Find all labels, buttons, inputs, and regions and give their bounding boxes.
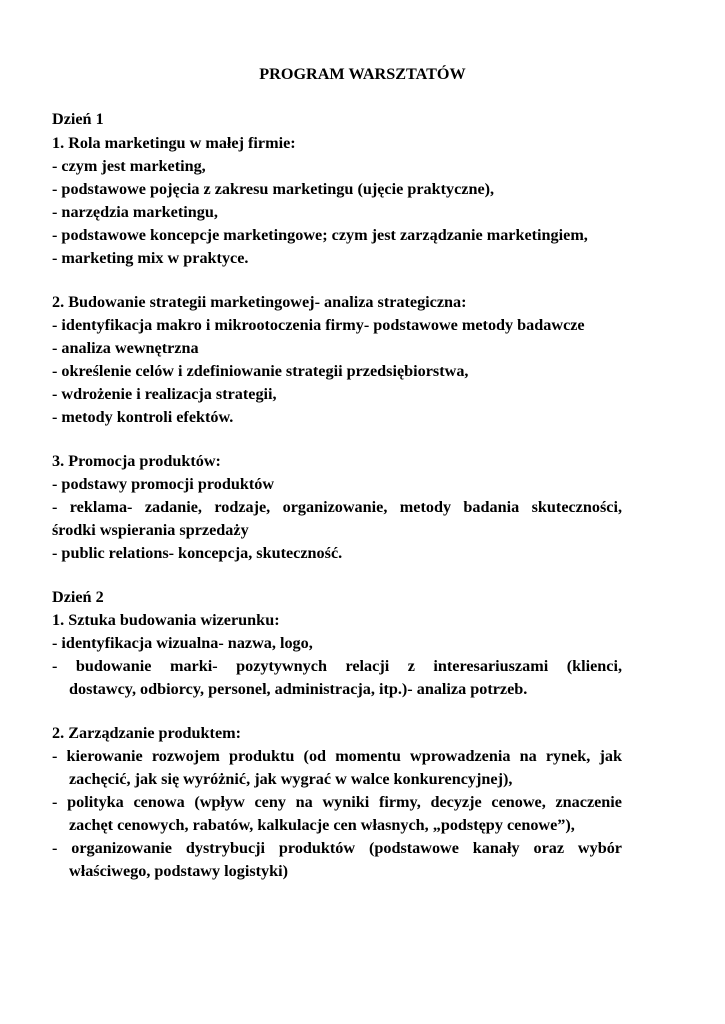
day2-heading: Dzień 2 [52,588,104,606]
list-item: - budowanie marki- pozytywnych relacji z interesariuszami (klienci, [52,657,622,675]
list-item: - polityka cenowa (wpływ ceny na wyniki firmy, decyzje cenowe, znaczenie [52,793,622,811]
section-heading: 3. Promocja produktów: [52,452,221,470]
section-heading: 2. Zarządzanie produktem: [52,724,242,742]
list-item-continuation: właściwego, podstawy logistyki) [69,862,288,880]
list-item-continuation: środki wspierania sprzedaży [52,521,249,539]
list-item: - czym jest marketing, [52,157,206,175]
list-item: - podstawowe pojęcia z zakresu marketingu (ujęcie praktyczne), [52,180,495,198]
list-item: - analiza wewnętrzna [52,339,199,357]
list-item: - metody kontroli efektów. [52,408,234,426]
list-item: - marketing mix w praktyce. [52,249,249,267]
list-item-continuation: zachęt cenowych, rabatów, kalkulacje cen własnych, „podstępy cenowe”), [69,816,575,834]
list-item-continuation: zachęcić, jak się wyróżnić, jak wygrać w walce konkurencyjnej), [69,770,513,788]
section-heading: 1. Rola marketingu w małej firmie: [52,134,296,152]
day1-heading: Dzień 1 [52,110,104,128]
list-item: - organizowanie dystrybucji produktów (podstawowe kanały oraz wybór [52,839,622,857]
list-item: - identyfikacja wizualna- nazwa, logo, [52,634,313,652]
document-title: PROGRAM WARSZTATÓW [259,65,466,83]
list-item: - kierowanie rozwojem produktu (od momentu wprowadzenia na rynek, jak [52,747,622,765]
list-item: - podstawowe koncepcje marketingowe; czym jest zarządzanie marketingiem, [52,226,588,244]
list-item: - wdrożenie i realizacja strategii, [52,385,277,403]
list-item: - reklama- zadanie, rodzaje, organizowanie, metody badania skuteczności, [52,498,622,516]
list-item-continuation: dostawcy, odbiorcy, personel, administracja, itp.)- analiza potrzeb. [69,680,528,698]
section-heading: 2. Budowanie strategii marketingowej- analiza strategiczna: [52,293,467,311]
list-item: - public relations- koncepcja, skuteczność. [52,544,343,562]
section-heading: 1. Sztuka budowania wizerunku: [52,611,280,629]
list-item: - określenie celów i zdefiniowanie strategii przedsiębiorstwa, [52,362,469,380]
list-item: - podstawy promocji produktów [52,475,275,493]
list-item: - narzędzia marketingu, [52,203,218,221]
list-item: - identyfikacja makro i mikrootoczenia firmy- podstawowe metody badawcze [52,316,585,334]
